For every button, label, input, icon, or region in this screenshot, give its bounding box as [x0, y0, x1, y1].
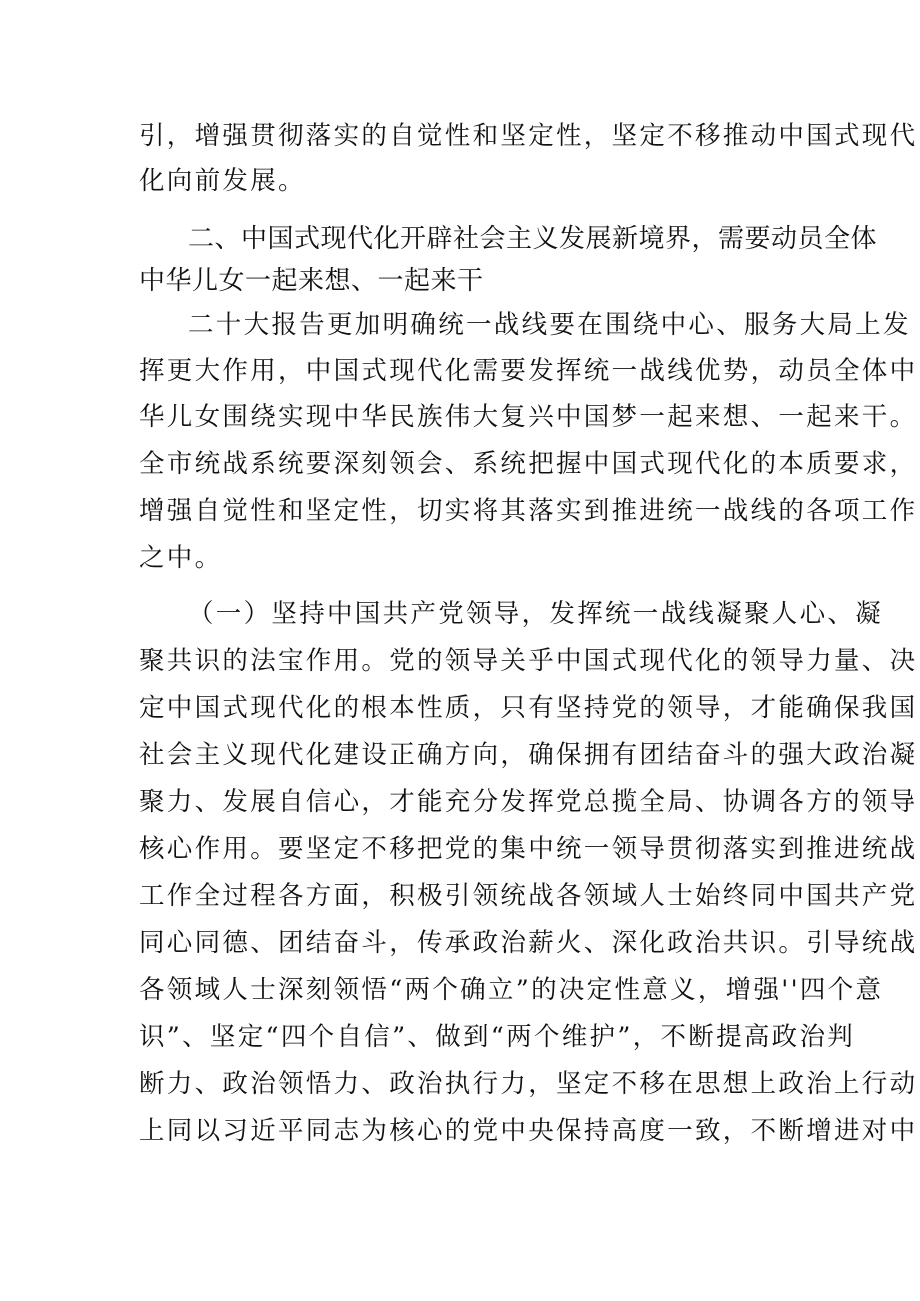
- paragraph2-line-12: 上同以习近平同志为核心的党中央保持高度一致，不断增进对中: [139, 1116, 918, 1146]
- paragraph2-line-9: 各领域人士深刻领悟“两个确立”的决定性意义，增强''四个意: [139, 975, 884, 1005]
- paragraph2-line-8: 同心同德、团结奋斗，传承政治薪火、深化政治共识。引导统战: [139, 928, 918, 958]
- paragraph1-line-1: 二十大报告更加明确统一战线要在围绕中心、服务大局上发: [188, 310, 911, 340]
- continuation-line-2: 化向前发展。: [139, 166, 306, 196]
- paragraph1-line-2: 挥更大作用，中国式现代化需要发挥统一战线优势，动员全体中: [139, 356, 918, 386]
- section-heading-line-2: 中华儿女一起来想、一起来干: [139, 266, 484, 296]
- paragraph2-line-11: 断力、政治领悟力、政治执行力，坚定不移在思想上政治上行动: [139, 1069, 918, 1099]
- section-heading-line-1: 二、中国式现代化开辟社会主义发展新境界，需要动员全体: [188, 224, 878, 254]
- paragraph2-line-6: 核心作用。要坚定不移把党的集中统一领导贯彻落实到推进统战: [139, 834, 918, 864]
- paragraph1-line-4: 全市统战系统要深刻领会、系统把握中国式现代化的本质要求，: [139, 449, 918, 479]
- paragraph2-line-7: 工作全过程各方面，积极引领统战各领域人士始终同中国共产党: [139, 881, 918, 911]
- paragraph2-line-4: 社会主义现代化建设正确方向，确保拥有团结奋斗的强大政治凝: [139, 740, 918, 770]
- paragraph1-line-6: 之中。: [139, 543, 223, 573]
- paragraph2-line-5: 聚力、发展自信心，才能充分发挥党总揽全局、协调各方的领导: [139, 787, 918, 817]
- continuation-line-1: 引，增强贯彻落实的自觉性和坚定性，坚定不移推动中国式现代: [139, 121, 918, 151]
- paragraph2-line-10: 识”、坚定“四个自信”、做到“两个维护”，不断提高政治判: [139, 1022, 856, 1052]
- paragraph2-line-2: 聚共识的法宝作用。党的领导关乎中国式现代化的领导力量、决: [139, 646, 918, 676]
- paragraph2-line-1: （一）坚持中国共产党领导，发挥统一战线凝聚人心、凝: [188, 599, 884, 629]
- paragraph2-line-3: 定中国式现代化的根本性质，只有坚持党的领导，才能确保我国: [139, 693, 918, 723]
- paragraph1-line-5: 增强自觉性和坚定性，切实将其落实到推进统一战线的各项工作: [139, 496, 918, 526]
- paragraph1-line-3: 华儿女围绕实现中华民族伟大复兴中国梦一起来想、一起来干。: [139, 402, 918, 432]
